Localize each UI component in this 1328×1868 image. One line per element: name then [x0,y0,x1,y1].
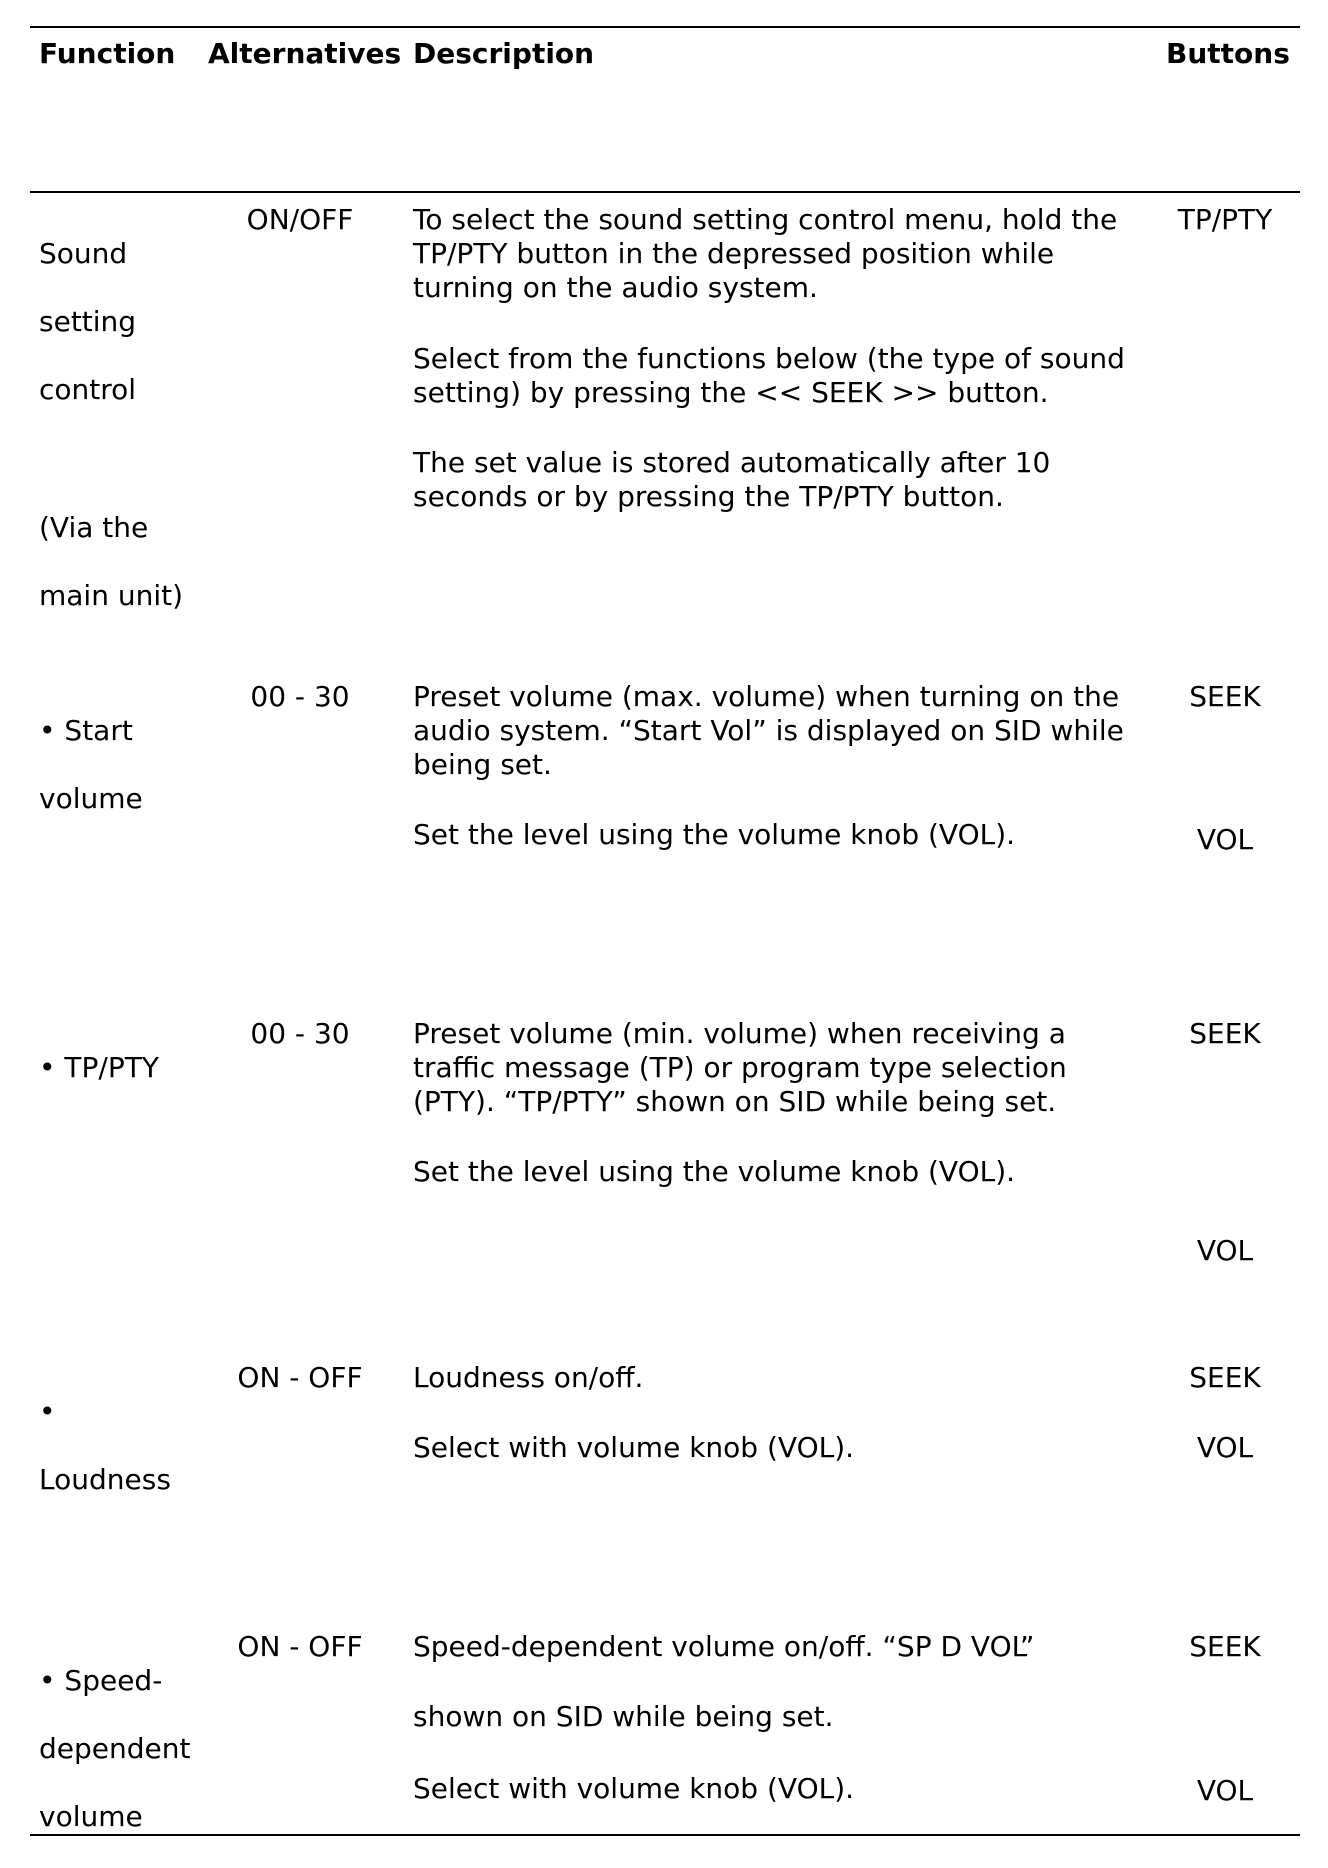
function-line: main unit) [39,579,184,612]
row-function [39,1017,219,1119]
function-line: • Start [39,714,133,747]
header-rule [30,191,1300,193]
row-function [39,1361,219,1531]
row-description: Select with volume knob (VOL). [413,1772,855,1805]
row-button: VOL [1196,1774,1254,1807]
header-function: Function [39,37,176,70]
row-description: Select with volume knob (VOL). [413,1431,855,1464]
function-line: • Speed- [39,1664,163,1697]
row-button: SEEK [1189,1630,1261,1663]
row-button: VOL [1196,823,1254,856]
top-rule [30,26,1300,28]
row-description: Speed-dependent volume on/off. “SP D VOL” [413,1630,1035,1663]
row-description: Loudness on/off. [413,1361,644,1394]
row-alternative: ON/OFF [246,203,354,236]
row-button: VOL [1196,1431,1254,1464]
row-description: shown on SID while being set. [413,1700,834,1733]
row-button: VOL [1196,1234,1254,1267]
row-button: SEEK [1189,1017,1261,1050]
row-alternative: 00 - 30 [250,1017,350,1050]
row-description: The set value is stored automatically after 10 seconds or by pressing the TP/PTY button. [413,446,1051,513]
function-line: (Via the [39,511,149,544]
row-description: Set the level using the volume knob (VOL). [413,818,1016,851]
row-button: TP/PTY [1177,203,1273,236]
row-alternative: 00 - 30 [250,680,350,713]
row-description: Preset volume (max. volume) when turning on the audio system. “Start Vol” is displayed on SID while being set. [413,680,1124,781]
function-line: Sound [39,237,128,270]
function-line: volume [39,1800,143,1833]
row-function [39,680,219,850]
function-line: volume [39,782,143,815]
header-buttons: Buttons [1166,37,1290,70]
header-description: Description [413,37,595,70]
header-alternatives: Alternatives [208,37,402,70]
row-button: SEEK [1189,680,1261,713]
function-line: dependent [39,1732,191,1765]
row-function [39,1630,219,1868]
function-line: Loudness [39,1463,171,1496]
function-line: setting [39,305,137,338]
row-description: Select from the functions below (the type of sound setting) by pressing the << SEEK >> button. [413,342,1125,409]
row-function [39,203,219,647]
row-description: Set the level using the volume knob (VOL). [413,1155,1016,1188]
function-line: • [39,1395,56,1428]
row-description: Preset volume (min. volume) when receiving a traffic message (TP) or program type selection (PTY). “TP/PTY” shown on SID while being set. [413,1017,1067,1118]
row-alternative: ON - OFF [237,1630,363,1663]
row-description: To select the sound setting control menu, hold the TP/PTY button in the depressed position while turning on the audio system. [413,203,1118,304]
bottom-rule [30,1834,1300,1836]
row-button: SEEK [1189,1361,1261,1394]
row-alternative: ON - OFF [237,1361,363,1394]
function-line: control [39,373,137,406]
function-line: • TP/PTY [39,1051,159,1084]
